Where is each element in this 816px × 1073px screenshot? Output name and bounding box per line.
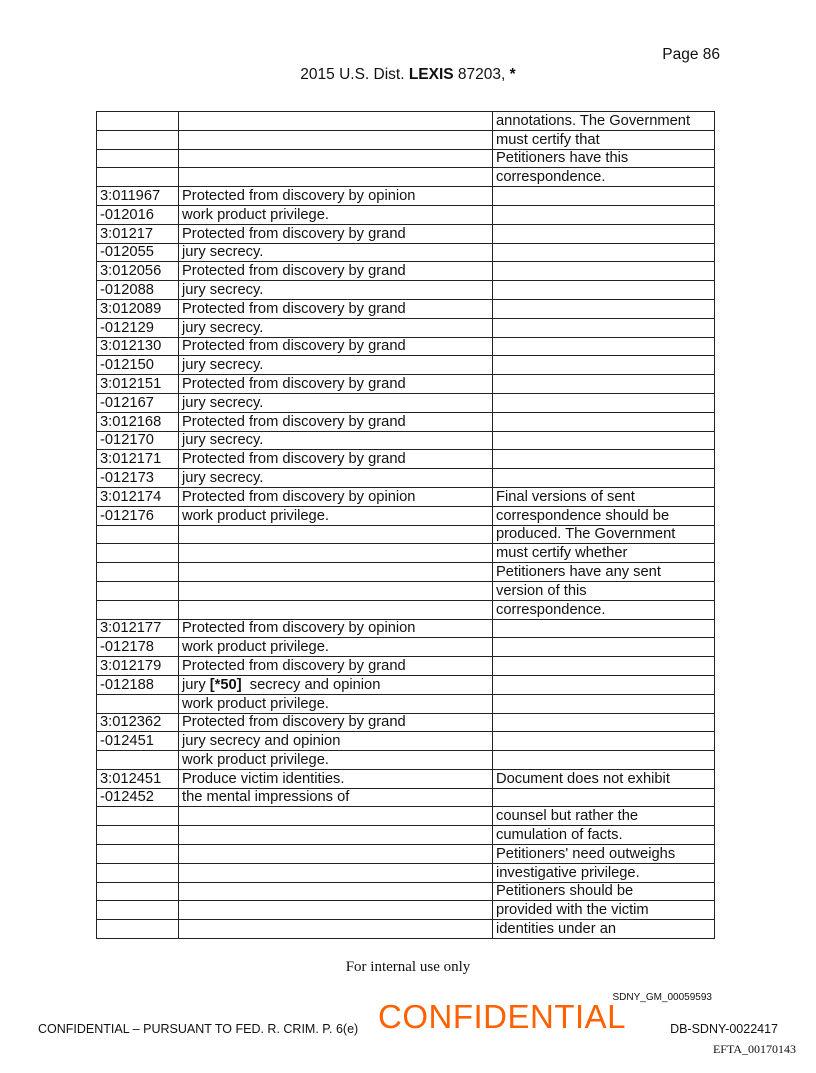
- citation-suffix: 87203,: [453, 66, 510, 83]
- privilege-basis-cell: work product privilege.: [179, 638, 493, 657]
- table-row: [97, 281, 715, 300]
- privilege-basis-cell: Protected from discovery by grand: [179, 337, 493, 356]
- table-row: [97, 168, 715, 187]
- table-row: [97, 694, 715, 713]
- ruling-cell: [493, 356, 715, 375]
- privilege-basis-cell: Protected from discovery by grand: [179, 375, 493, 394]
- privilege-basis-cell: work product privilege.: [179, 751, 493, 770]
- bates-range-cell: [97, 130, 179, 149]
- ruling-cell: correspondence.: [493, 600, 715, 619]
- ruling-cell: correspondence should be: [493, 506, 715, 525]
- ruling-cell: counsel but rather the: [493, 807, 715, 826]
- page-number: Page 86: [662, 46, 720, 63]
- privilege-basis-cell: Protected from discovery by opinion: [179, 619, 493, 638]
- ruling-cell: [493, 337, 715, 356]
- ruling-cell: [493, 732, 715, 751]
- bates-range-cell: -012170: [97, 431, 179, 450]
- privilege-basis-cell: jury secrecy.: [179, 469, 493, 488]
- table-row: [97, 751, 715, 770]
- ruling-cell: [493, 262, 715, 281]
- table-row: [97, 581, 715, 600]
- bates-range-cell: 3:012451: [97, 769, 179, 788]
- citation-prefix: 2015 U.S. Dist.: [300, 66, 409, 83]
- privilege-basis-cell: [179, 826, 493, 845]
- bates-range-cell: [97, 563, 179, 582]
- table-row: [97, 450, 715, 469]
- table-row: [97, 544, 715, 563]
- bates-range-cell: [97, 581, 179, 600]
- table-row: [97, 375, 715, 394]
- table-row: [97, 713, 715, 732]
- ruling-cell: [493, 619, 715, 638]
- privilege-basis-cell: [179, 863, 493, 882]
- bates-range-cell: [97, 168, 179, 187]
- table-row: [97, 863, 715, 882]
- privilege-basis-cell: jury secrecy.: [179, 318, 493, 337]
- bates-range-cell: [97, 600, 179, 619]
- privilege-basis-cell: jury secrecy.: [179, 356, 493, 375]
- table-row: [97, 563, 715, 582]
- bates-range-cell: -012150: [97, 356, 179, 375]
- table-row: [97, 525, 715, 544]
- case-citation: [0, 66, 816, 84]
- table-row: [97, 262, 715, 281]
- table-row: [97, 506, 715, 525]
- table-row: [97, 337, 715, 356]
- privilege-basis-cell: [179, 600, 493, 619]
- privilege-basis-cell: [179, 563, 493, 582]
- bates-range-cell: -012452: [97, 788, 179, 807]
- privilege-basis-cell: work product privilege.: [179, 694, 493, 713]
- privilege-basis-cell: [179, 675, 493, 694]
- ruling-cell: [493, 675, 715, 694]
- citation-reporter: LEXIS: [408, 66, 454, 83]
- bates-range-cell: -012178: [97, 638, 179, 657]
- privilege-log-table: [96, 111, 715, 939]
- bates-range-cell: -012176: [97, 506, 179, 525]
- ruling-cell: correspondence.: [493, 168, 715, 187]
- privilege-basis-cell: jury secrecy.: [179, 281, 493, 300]
- bates-range-cell: [97, 112, 179, 131]
- ruling-cell: Final versions of sent: [493, 487, 715, 506]
- ruling-cell: [493, 281, 715, 300]
- table-row: [97, 243, 715, 262]
- bates-range-cell: 3:012056: [97, 262, 179, 281]
- ruling-cell: [493, 638, 715, 657]
- bates-range-cell: 3:012130: [97, 337, 179, 356]
- bates-range-cell: [97, 525, 179, 544]
- table-row: [97, 619, 715, 638]
- privilege-basis-cell: [179, 168, 493, 187]
- privilege-basis-cell: Protected from discovery by grand: [179, 262, 493, 281]
- bates-range-cell: [97, 882, 179, 901]
- bates-range-cell: 3:011967: [97, 187, 179, 206]
- ruling-cell: identities under an: [493, 920, 715, 939]
- privilege-basis-cell: [179, 901, 493, 920]
- ruling-cell: [493, 412, 715, 431]
- bates-range-cell: [97, 863, 179, 882]
- confidential-stamp: CONFIDENTIAL: [378, 998, 627, 1035]
- privilege-basis-cell: jury secrecy and opinion: [179, 732, 493, 751]
- table-row: [97, 149, 715, 168]
- bates-range-cell: [97, 544, 179, 563]
- bates-range-cell: 3:012362: [97, 713, 179, 732]
- ruling-cell: [493, 187, 715, 206]
- ruling-cell: Petitioners have this: [493, 149, 715, 168]
- bates-range-cell: [97, 694, 179, 713]
- bates-range-cell: -012167: [97, 393, 179, 412]
- ruling-cell: [493, 375, 715, 394]
- table-row: [97, 412, 715, 431]
- privilege-basis-cell: [179, 807, 493, 826]
- ruling-cell: Document does not exhibit: [493, 769, 715, 788]
- bates-range-cell: 3:012168: [97, 412, 179, 431]
- privilege-basis-cell: [179, 544, 493, 563]
- bates-range-cell: 3:012177: [97, 619, 179, 638]
- bates-range-cell: [97, 149, 179, 168]
- ruling-cell: must certify that: [493, 130, 715, 149]
- table-row: [97, 431, 715, 450]
- table-row: [97, 769, 715, 788]
- cell-text: jury: [182, 676, 210, 693]
- table-row: [97, 920, 715, 939]
- bates-range-cell: 3:012179: [97, 657, 179, 676]
- privilege-basis-cell: Protected from discovery by grand: [179, 713, 493, 732]
- ruling-cell: [493, 450, 715, 469]
- ruling-cell: must certify whether: [493, 544, 715, 563]
- table-row: [97, 299, 715, 318]
- privilege-basis-cell: work product privilege.: [179, 205, 493, 224]
- table-row: [97, 675, 715, 694]
- table-row: [97, 205, 715, 224]
- ruling-cell: [493, 751, 715, 770]
- table-row: [97, 807, 715, 826]
- bates-range-cell: [97, 901, 179, 920]
- ruling-cell: annotations. The Government: [493, 112, 715, 131]
- table-row: [97, 826, 715, 845]
- privilege-basis-cell: jury secrecy.: [179, 393, 493, 412]
- table-row: [97, 318, 715, 337]
- privilege-basis-cell: jury secrecy.: [179, 243, 493, 262]
- table-row: [97, 224, 715, 243]
- privilege-log-body: [97, 112, 715, 939]
- ruling-cell: [493, 431, 715, 450]
- ruling-cell: Petitioners should be: [493, 882, 715, 901]
- table-row: [97, 356, 715, 375]
- ruling-cell: cumulation of facts.: [493, 826, 715, 845]
- bates-range-cell: -012129: [97, 318, 179, 337]
- privilege-basis-cell: [179, 130, 493, 149]
- ruling-cell: [493, 713, 715, 732]
- cell-text: secrecy and opinion: [241, 676, 381, 693]
- bates-range-cell: [97, 807, 179, 826]
- citation-star: *: [509, 66, 516, 83]
- ruling-cell: [493, 299, 715, 318]
- ruling-cell: provided with the victim: [493, 901, 715, 920]
- privilege-basis-cell: [179, 920, 493, 939]
- efta-id: EFTA_00170143: [712, 1042, 796, 1056]
- table-row: [97, 187, 715, 206]
- table-row: [97, 882, 715, 901]
- bates-range-cell: -012055: [97, 243, 179, 262]
- table-row: [97, 788, 715, 807]
- internal-use-note: For internal use only: [345, 959, 471, 975]
- ruling-cell: [493, 205, 715, 224]
- privilege-basis-cell: Protected from discovery by grand: [179, 224, 493, 243]
- bates-range-cell: -012088: [97, 281, 179, 300]
- bates-range-cell: -012188: [97, 675, 179, 694]
- privilege-basis-cell: [179, 112, 493, 131]
- ruling-cell: version of this: [493, 581, 715, 600]
- bates-range-cell: 3:012171: [97, 450, 179, 469]
- privilege-basis-cell: [179, 845, 493, 864]
- privilege-basis-cell: Protected from discovery by opinion: [179, 487, 493, 506]
- privilege-basis-cell: Protected from discovery by grand: [179, 450, 493, 469]
- bates-range-cell: [97, 920, 179, 939]
- table-row: [97, 112, 715, 131]
- table-row: [97, 393, 715, 412]
- ruling-cell: [493, 393, 715, 412]
- document-id: DB-SDNY-0022417: [670, 1022, 778, 1036]
- bates-range-cell: [97, 751, 179, 770]
- bates-range-cell: -012016: [97, 205, 179, 224]
- ruling-cell: Petitioners' need outweighs: [493, 845, 715, 864]
- table-row: [97, 487, 715, 506]
- bates-range-cell: 3:012174: [97, 487, 179, 506]
- privilege-basis-cell: Produce victim identities.: [179, 769, 493, 788]
- ruling-cell: [493, 694, 715, 713]
- privilege-basis-cell: the mental impressions of: [179, 788, 493, 807]
- privilege-basis-cell: Protected from discovery by grand: [179, 657, 493, 676]
- ruling-cell: [493, 469, 715, 488]
- privilege-basis-cell: Protected from discovery by grand: [179, 412, 493, 431]
- bates-number: SDNY_GM_00059593: [612, 992, 712, 1003]
- ruling-cell: [493, 788, 715, 807]
- privilege-basis-cell: Protected from discovery by grand: [179, 299, 493, 318]
- ruling-cell: investigative privilege.: [493, 863, 715, 882]
- bates-range-cell: [97, 845, 179, 864]
- confidential-notice: CONFIDENTIAL – PURSUANT TO FED. R. CRIM. P. 6(e): [38, 1022, 359, 1036]
- ruling-cell: [493, 657, 715, 676]
- table-row: [97, 901, 715, 920]
- table-row: [97, 732, 715, 751]
- bates-range-cell: 3:012151: [97, 375, 179, 394]
- privilege-basis-cell: [179, 525, 493, 544]
- page-marker: [*50]: [209, 676, 242, 693]
- bates-range-cell: 3:01217: [97, 224, 179, 243]
- ruling-cell: produced. The Government: [493, 525, 715, 544]
- bates-range-cell: [97, 826, 179, 845]
- ruling-cell: Petitioners have any sent: [493, 563, 715, 582]
- privilege-basis-cell: [179, 581, 493, 600]
- privilege-basis-cell: jury secrecy.: [179, 431, 493, 450]
- bates-range-cell: -012451: [97, 732, 179, 751]
- privilege-basis-cell: [179, 149, 493, 168]
- table-row: [97, 130, 715, 149]
- bates-range-cell: -012173: [97, 469, 179, 488]
- privilege-basis-cell: work product privilege.: [179, 506, 493, 525]
- ruling-cell: [493, 243, 715, 262]
- table-row: [97, 638, 715, 657]
- table-row: [97, 845, 715, 864]
- ruling-cell: [493, 224, 715, 243]
- table-row: [97, 469, 715, 488]
- bates-range-cell: 3:012089: [97, 299, 179, 318]
- privilege-basis-cell: [179, 882, 493, 901]
- privilege-basis-cell: Protected from discovery by opinion: [179, 187, 493, 206]
- ruling-cell: [493, 318, 715, 337]
- table-row: [97, 657, 715, 676]
- table-row: [97, 600, 715, 619]
